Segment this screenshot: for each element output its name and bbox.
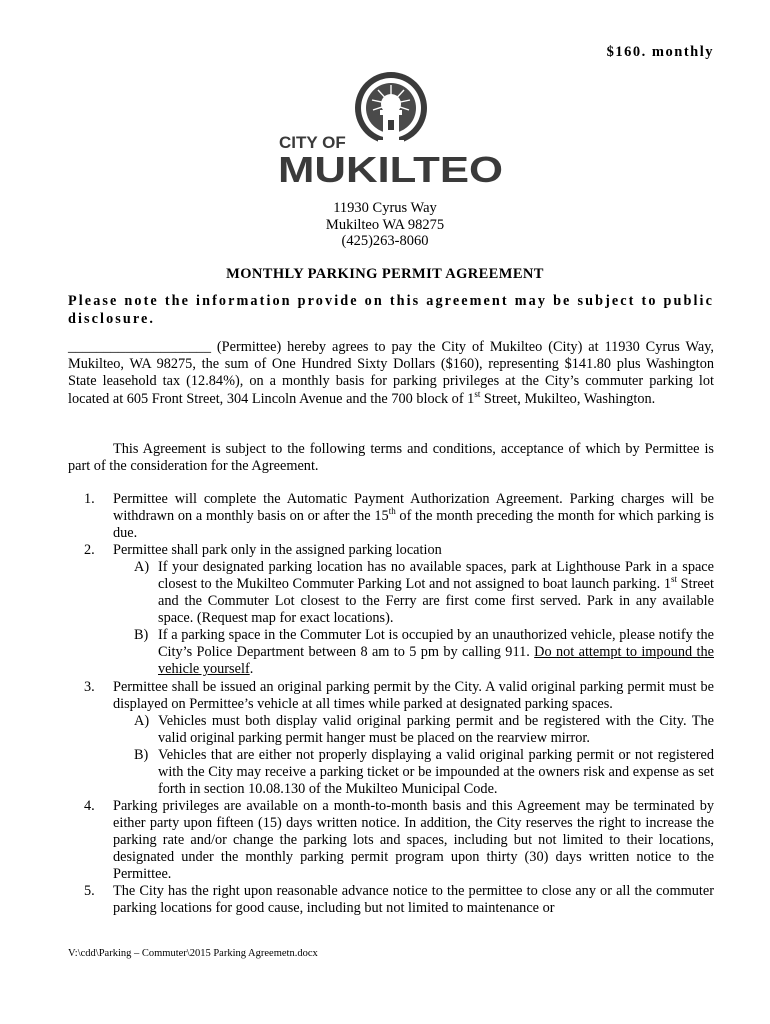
logo-mukilteo: MUKILTEO	[278, 149, 503, 188]
term-number: 2.	[84, 542, 95, 559]
term-3	[68, 679, 714, 798]
term-3-text: Permittee shall be issued an original parking permit by the City. A valid original parking permit must be displayed on Permittee’s vehicle at all times while parked at designated parking spaces.	[113, 678, 714, 712]
city-of-mukilteo-logo	[277, 70, 505, 188]
term-3a-text: Vehicles must both display valid original parking permit and be registered with the City. The valid original parking permit hanger must be placed on the rearview mirror.	[158, 712, 714, 746]
term-2a-text-a: If your designated parking location has no available spaces, park at Lighthouse Park in a space closest to the Mukilteo Commuter Parking Lot and not assigned to boat launch parking. 1	[158, 559, 714, 593]
logo-city-of: CITY OF	[279, 133, 346, 152]
disclosure-notice: Please note the information provide on this agreement may be subject to public disclosure.	[68, 293, 714, 327]
term-2-text: Permittee shall park only in the assigned parking location	[113, 542, 442, 559]
term-1-sup: th	[388, 506, 396, 517]
file-path-footer: V:\cdd\Parking – Commuter\2015 Parking Agreemetn.docx	[68, 948, 318, 959]
term-2b-text-a: If a parking space in the Commuter Lot is occupied by an unauthorized vehicle, please notify the City’s Police Department between 8 am to 5 pm by calling 911.	[158, 627, 714, 661]
term-2b-text-b: .	[249, 661, 254, 678]
monthly-rate: $160. monthly	[606, 44, 714, 60]
term-number: 4.	[84, 797, 95, 814]
sub-letter: B)	[134, 746, 149, 763]
intro-sup: st	[474, 388, 481, 399]
address-phone: (425)263-8060	[341, 233, 429, 249]
term-1-text-a: Permittee will complete the Automatic Payment Authorization Agreement. Parking charges will be withdrawn on a monthly basis on or after the 15	[113, 491, 714, 525]
terms-list	[68, 491, 714, 917]
term-number: 5.	[84, 883, 95, 900]
intro-text-a: (Permittee) hereby agrees to pay the City of Mukilteo (City) at 11930 Cyrus Way, Mukilteo, WA 98275, the sum of One Hundred Sixty Dollars ($160), representing $141.80 plus Washington State leasehold tax (12.84%), on a monthly basis for parking privileges at the City’s commuter parking lot located at 605 Front Street, 304 Lincoln Avenue and the 700 block of 1	[68, 339, 714, 407]
term-2-item-a	[113, 559, 714, 627]
sub-letter: A)	[134, 712, 150, 729]
city-address	[0, 200, 770, 250]
term-2	[68, 542, 714, 678]
term-3b-text: Vehicles that are either not properly displaying a valid original parking permit or not registered with the City may receive a parking ticket or be impounded at the owners risk and expense as set forth in section 10.08.130 of the Mukilteo Municipal Code.	[158, 746, 714, 797]
permittee-name-blank[interactable]: ____________________	[68, 339, 211, 355]
permittee-agreement-paragraph	[68, 339, 714, 408]
term-3-item-a	[113, 713, 714, 747]
impound-warning: Do not attempt to impound the vehicle yourself	[158, 644, 714, 678]
sub-letter: A)	[134, 559, 150, 576]
address-street: 11930 Cyrus Way	[333, 200, 437, 216]
intro-text-b: Street, Mukilteo, Washington.	[480, 390, 656, 407]
term-2a-sup: st	[670, 574, 677, 585]
term-4-text: Parking privileges are available on a month-to-month basis and this Agreement may be terminated by either party upon fifteen (15) days written notice. In addition, the City reserves the right to increase the parking rate and/or change the parking lots and spaces, including but not limited to their locations, designated under the monthly parking permit program upon thirty (30) days written notice to the Permittee.	[113, 797, 714, 883]
address-city: Mukilteo WA 98275	[325, 216, 445, 233]
term-2-subitems	[113, 559, 714, 678]
term-3-subitems	[113, 713, 714, 798]
term-1	[68, 491, 714, 542]
term-number: 1.	[84, 491, 95, 507]
term-4	[68, 798, 714, 883]
document-title: MONTHLY PARKING PERMIT AGREEMENT	[226, 266, 544, 282]
terms-intro-paragraph: This Agreement is subject to the following terms and conditions, acceptance of which by Permittee is part of the consideration for the Agreement.	[68, 441, 714, 475]
term-5	[68, 883, 714, 917]
term-2a-text-b: Street and the Commuter Lot closest to the Ferry are first come first served. Park in any available space. (Request map for exact locations).	[158, 576, 714, 627]
term-2-item-b	[113, 627, 714, 678]
sub-letter: B)	[134, 627, 149, 644]
term-5-text: The City has the right upon reasonable advance notice to the permittee to close any or all the commuter parking locations for good cause, including but not limited to maintenance or	[113, 883, 714, 917]
term-number: 3.	[84, 678, 95, 695]
term-1-text-b: of the month preceding the month for which parking is due.	[113, 508, 715, 542]
term-3-item-b	[113, 747, 714, 798]
